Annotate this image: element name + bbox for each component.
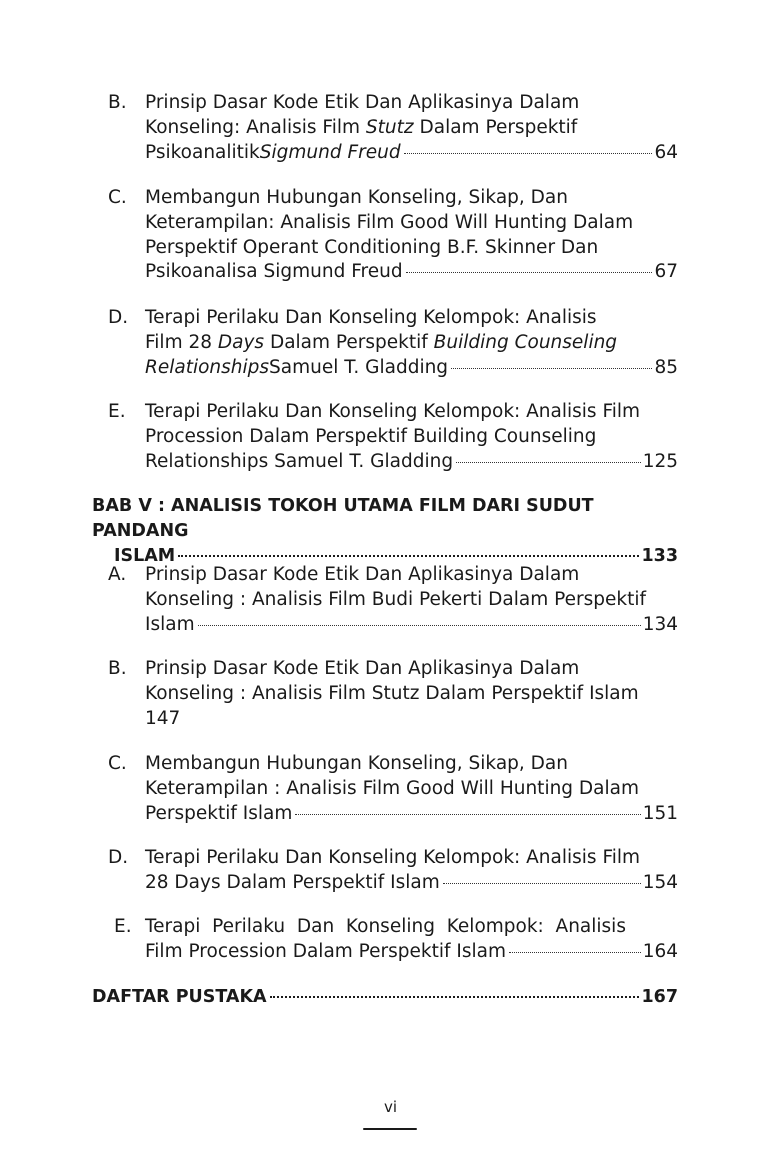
- entry-line: Terapi Perilaku Dan Konseling Kelompok: Analisis: [145, 916, 626, 937]
- entry-line: Membangun Hubungan Konseling, Sikap, Dan: [145, 187, 568, 208]
- dot-leader: [404, 153, 653, 154]
- footer-rule: [363, 1128, 417, 1130]
- toc-entry-e[interactable]: [108, 400, 678, 474]
- entry-line: Keterampilan: Analisis Film Good Will Hunting Dalam: [145, 211, 634, 233]
- chapter-title: DAFTAR PUSTAKA: [92, 987, 267, 1007]
- page-number: vi: [383, 1098, 398, 1116]
- entry-letter: E.: [108, 401, 126, 422]
- entry-line: Terapi Perilaku Dan Konseling Kelompok: Analisis Film: [145, 401, 641, 422]
- entry-text: 28 Days Dalam Perspektif Islam: [145, 871, 440, 893]
- entry-line: Konseling : Analisis Film Budi Pekerti Dalam Perspektif: [145, 588, 646, 610]
- entry-letter: B.: [108, 658, 127, 679]
- page-ref: 154: [642, 871, 678, 893]
- entry-letter: A.: [108, 564, 127, 585]
- entry-line: Prinsip Dasar Kode Etik Dan Aplikasinya Dalam: [145, 92, 580, 113]
- page-ref: 133: [641, 546, 678, 566]
- page-ref: 147: [145, 707, 181, 729]
- entry-letter: D.: [108, 847, 129, 868]
- entry-text: Dalam Perspektif: [413, 116, 578, 138]
- entry-text: Film 28: [145, 331, 218, 353]
- entry-line: Membangun Hubungan Konseling, Sikap, Dan: [145, 753, 568, 774]
- entry-line: Procession Dalam Perspektif Building Counseling: [145, 425, 597, 447]
- page-ref: 64: [654, 141, 678, 163]
- entry-line: Terapi Perilaku Dan Konseling Kelompok: Analisis: [145, 307, 597, 328]
- entry-line: Prinsip Dasar Kode Etik Dan Aplikasinya Dalam: [145, 564, 580, 585]
- dot-leader: [451, 368, 652, 369]
- entry-letter: C.: [108, 753, 127, 774]
- dot-leader: [178, 555, 639, 557]
- toc-entry-e2[interactable]: [114, 915, 678, 965]
- toc-entry-b2[interactable]: [108, 657, 678, 731]
- entry-line: Konseling : Analisis Film Stutz Dalam Perspektif Islam: [145, 682, 639, 704]
- chapter-title: BAB V : ANALISIS TOKOH UTAMA FILM DARI SUDUT PANDANG: [92, 496, 594, 541]
- film-title: Stutz: [365, 116, 414, 138]
- dot-leader: [509, 952, 641, 953]
- entry-line: Keterampilan : Analisis Film Good Will Hunting Dalam: [145, 777, 640, 799]
- book-title: Building Counseling: [433, 331, 618, 353]
- toc-entry-b[interactable]: [108, 91, 678, 165]
- entry-text: Samuel T. Gladding: [269, 356, 449, 378]
- dot-leader: [295, 814, 640, 815]
- page-ref: 67: [654, 261, 678, 283]
- page-ref: 134: [642, 613, 678, 635]
- entry-text: Relationships Samuel T. Gladding: [145, 450, 454, 472]
- toc-entry-d[interactable]: [108, 306, 678, 380]
- toc-chapter-bab-v[interactable]: [92, 494, 678, 569]
- entry-text: Dalam Perspektif: [264, 331, 434, 353]
- dot-leader: [270, 996, 640, 998]
- entry-text: Psikoanalitik: [145, 141, 260, 163]
- entry-letter: C.: [108, 187, 127, 208]
- page-ref: 151: [642, 802, 678, 824]
- entry-letter: E.: [114, 916, 132, 937]
- dot-leader: [456, 462, 641, 463]
- entry-letter: D.: [108, 307, 129, 328]
- entry-line: Terapi Perilaku Dan Konseling Kelompok: Analisis Film: [145, 847, 641, 868]
- book-title: Relationships: [145, 356, 270, 378]
- dot-leader: [406, 272, 653, 273]
- entry-text: Perspektif Islam: [145, 802, 293, 824]
- toc-daftar-pustaka[interactable]: [92, 985, 678, 1010]
- entry-letter: B.: [108, 92, 127, 113]
- page-ref: 85: [654, 356, 678, 378]
- author-name: Sigmund Freud: [259, 141, 401, 163]
- toc-entry-c[interactable]: [108, 186, 678, 285]
- entry-text: Psikoanalisa Sigmund Freud: [145, 261, 403, 283]
- page-ref: 167: [641, 987, 678, 1007]
- toc-entry-a[interactable]: [108, 563, 678, 637]
- entry-text: Konseling: Analisis Film: [145, 116, 366, 138]
- page-ref: 164: [642, 940, 678, 962]
- dot-leader: [443, 883, 641, 884]
- entry-text: Film Procession Dalam Perspektif Islam: [145, 940, 507, 962]
- entry-line: Perspektif Operant Conditioning B.F. Skinner Dan: [145, 236, 599, 258]
- toc-entry-c2[interactable]: [108, 752, 678, 826]
- toc-entry-d2[interactable]: [108, 846, 678, 896]
- entry-line: Prinsip Dasar Kode Etik Dan Aplikasinya Dalam: [145, 658, 580, 679]
- page-ref: 125: [642, 450, 678, 472]
- chapter-title-cont: ISLAM: [114, 546, 176, 566]
- dot-leader: [198, 625, 641, 626]
- entry-text: Islam: [145, 613, 195, 635]
- film-title: Days: [217, 331, 265, 353]
